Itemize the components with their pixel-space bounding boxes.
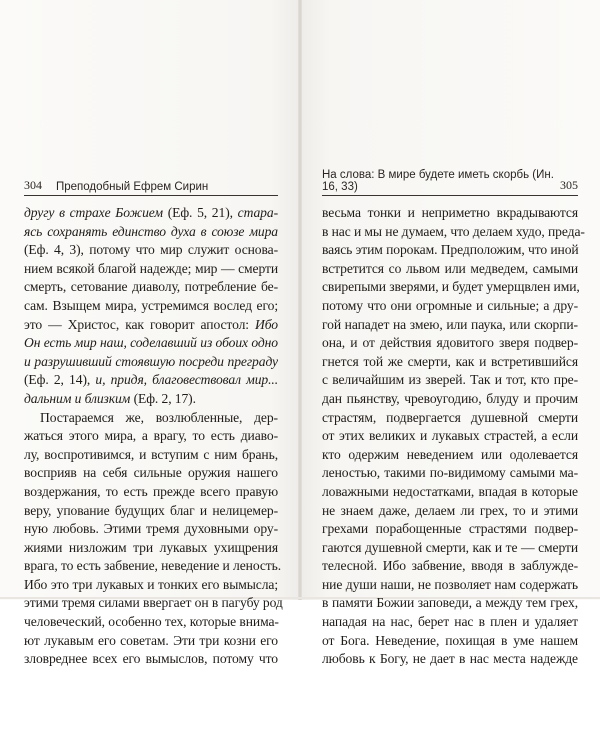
- text-line: [322, 539, 578, 558]
- right-page-number: 305: [560, 178, 578, 192]
- book-gutter: [298, 0, 302, 600]
- text-segment: не знаем даже, делаем ли грех, то и этими: [322, 502, 578, 518]
- text-line: [24, 204, 278, 223]
- text-segment: воздержания, то есть прежде всего правую: [24, 483, 278, 499]
- text-segment: с величайшим из зверей. Так и тот, кто пре-: [322, 372, 578, 388]
- text-segment: человеческий, особенно тех, которые внима-: [24, 614, 279, 630]
- text-segment: ние души наши, не позволяет нам содержать: [322, 576, 578, 592]
- text-segment: леностью, такими по-видимому самыми ма-: [322, 465, 578, 481]
- italic-text: дальним и близким: [24, 390, 131, 406]
- text-line: [322, 576, 578, 595]
- text-line: [24, 241, 278, 260]
- text-segment: жиями низложим три лукавых ухищрения: [24, 539, 278, 555]
- text-segment: лу, воспротивимся, и вступим с ним брань,: [24, 446, 278, 462]
- text-line: [24, 520, 278, 539]
- italic-text: и, придя, благовествовал мир...: [95, 372, 278, 388]
- text-segment: это — Христос, как говорит апостол:: [24, 316, 256, 332]
- text-line: [24, 539, 278, 558]
- text-line: [24, 316, 278, 335]
- text-line: [24, 278, 278, 297]
- text-line: [24, 650, 278, 669]
- text-segment: в памяти Божии заповеди, а между тем грех,: [322, 595, 578, 611]
- text-segment: этими тремя силами ввергает он в пагубу род: [24, 595, 283, 611]
- text-line: [24, 502, 278, 521]
- text-segment: ют лукавым его советам. Эти три козни его: [24, 632, 278, 648]
- italic-text: и разрушивший стоявшую посреди преграду: [24, 353, 278, 369]
- text-line: [322, 446, 578, 465]
- text-line: [322, 297, 578, 316]
- text-line: [24, 297, 278, 316]
- text-line: [24, 334, 278, 353]
- text-segment: (Еф. 2, 17).: [130, 390, 196, 406]
- text-line: [322, 241, 578, 260]
- text-segment: зловреднее всех его вымыслов, потому что: [24, 651, 278, 667]
- text-line: [322, 316, 578, 335]
- text-line: [24, 353, 278, 372]
- text-segment: ную любовь. Этими тремя духовными ору-: [24, 521, 278, 537]
- text-line: [24, 427, 278, 446]
- text-line: [24, 464, 278, 483]
- text-line: [24, 483, 278, 502]
- text-segment: гой нападет на змею, или паука, или скорпи-: [322, 316, 578, 332]
- text-segment: дан пьянству, чревоугодию, блуду и прочим: [322, 390, 578, 406]
- text-line: [24, 260, 278, 279]
- text-line: [24, 446, 278, 465]
- left-running-title: Преподобный Ефрем Сирин: [56, 181, 209, 193]
- text-segment: веру, упование будущих благ и нелицемер-: [24, 502, 278, 518]
- right-body-text: [322, 204, 585, 669]
- text-segment: (Еф. 5, 21),: [162, 205, 238, 220]
- text-line: [322, 334, 578, 353]
- left-running-head: [24, 177, 278, 196]
- text-line: [24, 223, 278, 242]
- text-line: [24, 371, 278, 390]
- right-running-title: На слова: В мире будете иметь скорбь (Ин. 16, 33): [322, 169, 554, 193]
- text-line: [24, 594, 283, 613]
- text-segment: грехами порабощенные страстями подвер-: [322, 521, 578, 537]
- text-segment: встретится со львом или медведем, самыми: [322, 260, 578, 276]
- text-segment: потому что они огромные и сильные; а дру-: [322, 297, 578, 313]
- text-line: [24, 557, 282, 576]
- text-segment: кто одержим неведением или одолевается: [322, 446, 578, 462]
- text-segment: врага, то есть забвение, неведение и леность.: [24, 558, 282, 574]
- italic-text: другу в страхе Божием: [24, 205, 163, 220]
- text-segment: ловажными недостатками, впадая в которые: [322, 483, 578, 499]
- text-segment: свирепыми зверями, и будет умерщвлен ими,: [322, 279, 580, 295]
- text-segment: от этих великих и лукавых страстей, а если: [322, 428, 578, 444]
- text-line: [322, 353, 578, 372]
- text-line: [24, 632, 278, 651]
- italic-text: ясь сохранять единство духа в союзе мира: [24, 223, 278, 239]
- italic-text: Он есть мир наш, соделавший из обоих одно: [24, 335, 278, 351]
- text-line: [322, 278, 578, 297]
- text-segment: гаются душевной смерти, как и те — смерти: [322, 539, 578, 555]
- text-line: [322, 204, 578, 223]
- text-line: [24, 409, 278, 428]
- text-line: [322, 520, 578, 539]
- text-line: [24, 390, 278, 409]
- text-segment: Ибо это три лукавых и тонких его вымысла;: [24, 576, 278, 592]
- text-line: [322, 464, 578, 483]
- text-line: [322, 613, 578, 632]
- left-body-text: [24, 204, 283, 669]
- text-line: [322, 260, 578, 279]
- text-segment: весьма тонки и неприметно вкрадываются: [322, 205, 578, 220]
- text-segment: ваясь этим порокам. Предположим, что иной: [322, 242, 579, 258]
- text-line: [322, 632, 578, 651]
- italic-text: стара-: [237, 205, 278, 220]
- text-segment: (Еф. 2, 14),: [24, 372, 96, 388]
- text-segment: смерть, сетование диаволу, потребление бе-: [24, 279, 278, 295]
- text-line: [322, 409, 578, 428]
- text-segment: от Бога. Неведение, похищая в уме нашем: [322, 632, 578, 648]
- text-line: [322, 557, 578, 576]
- text-line: [322, 427, 578, 446]
- text-segment: Постараемся же, возлюбленные, дер-: [40, 409, 278, 425]
- text-line: [322, 223, 585, 242]
- italic-text: Ибо: [255, 316, 278, 332]
- text-segment: нападая на нас, берет нас в плен и удаляет: [322, 614, 578, 630]
- left-page-number: 304: [24, 178, 42, 192]
- text-segment: восприяв на себя сильные оружия нашего: [24, 465, 278, 481]
- text-line: [322, 594, 578, 613]
- text-segment: в нас и мы не думаем, что делаем худо, предa-: [322, 223, 585, 239]
- text-line: [322, 650, 578, 669]
- text-line: [322, 502, 578, 521]
- text-segment: страстям, подвергается душевной смерти: [322, 409, 578, 425]
- text-segment: она, и от действия ядовитого зверя подвер-: [322, 335, 578, 351]
- text-line: [322, 390, 578, 409]
- text-line: [24, 613, 278, 632]
- text-segment: любовь к Богу, не дает в нас места надежде: [322, 651, 578, 667]
- text-segment: сам. Взыщем мира, устремимся вослед его;: [24, 297, 278, 313]
- text-segment: жаться этого мира, а врагу, то есть диаво-: [24, 428, 278, 444]
- text-segment: нием всякой благой надежде; мир — смерти: [24, 260, 278, 276]
- right-running-head: [322, 169, 578, 196]
- text-segment: телесной. Ибо забвение, вводя в заблужде-: [322, 558, 578, 574]
- text-line: [322, 371, 578, 390]
- text-line: [24, 576, 278, 595]
- text-segment: (Еф. 4, 3), потому что мир служит основа-: [24, 242, 278, 258]
- text-segment: гнется той же смерти, как и встретившийся: [322, 353, 578, 369]
- text-line: [322, 483, 578, 502]
